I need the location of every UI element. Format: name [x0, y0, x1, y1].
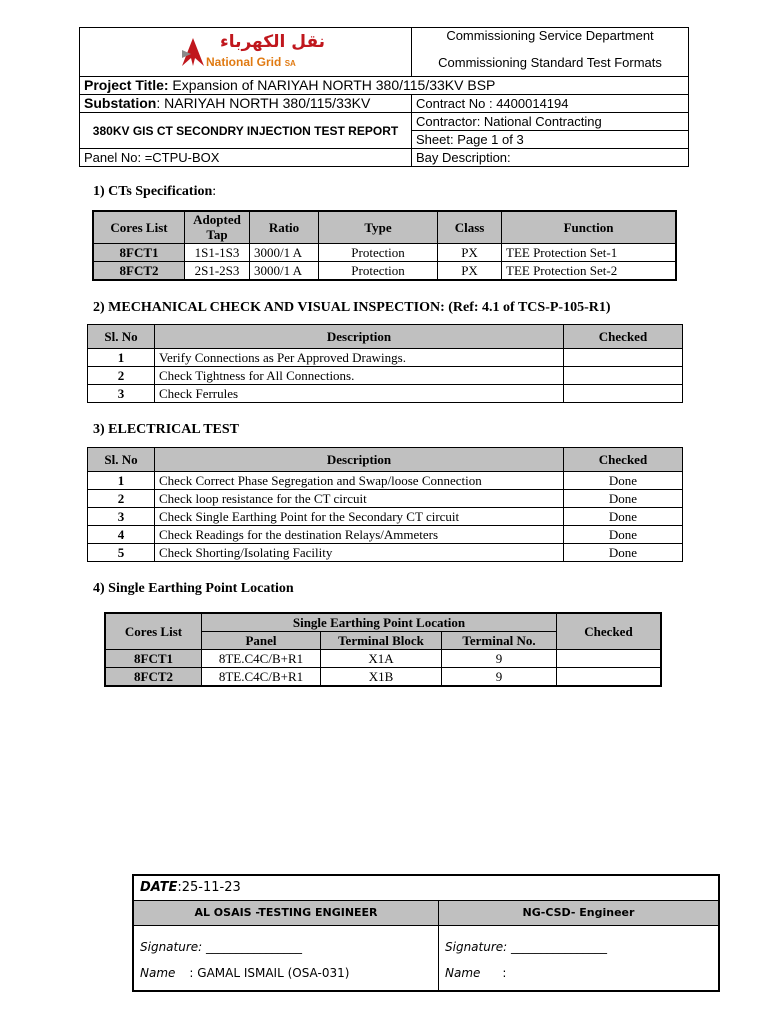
left-signature-cell: [133, 925, 439, 991]
department-name: Commissioning Service Department: [446, 28, 654, 43]
logo-sa-text: SA: [284, 59, 296, 68]
description: Check Tightness for All Connections.: [155, 367, 564, 385]
col-header-panel: Panel: [202, 632, 321, 650]
table-row: [93, 261, 676, 280]
date-label: DATE: [140, 880, 178, 896]
date-cell: [133, 875, 719, 900]
col-header-function: Function: [502, 211, 677, 243]
substation-value: : NARIYAH NORTH 380/115/33KV: [156, 95, 371, 111]
col-header-adopted-tap: Adopted Tap: [185, 211, 250, 243]
table-row: [88, 472, 683, 490]
sl-no: 3: [88, 385, 155, 403]
sl-no: 5: [88, 544, 155, 562]
logo-english-name: National Grid: [206, 55, 282, 69]
earthing-point-table: [104, 612, 662, 687]
sl-no: 3: [88, 508, 155, 526]
checked-cell[interactable]: [564, 385, 683, 403]
sl-no: 2: [88, 490, 155, 508]
substation-cell: [80, 95, 412, 113]
signature-block: [132, 874, 720, 992]
col-header-checked: Checked: [564, 325, 683, 349]
logo-english-text: [206, 54, 296, 72]
right-signature-cell: [439, 925, 720, 991]
description: Check Single Earthing Point for the Secondary CT circuit: [155, 508, 564, 526]
checked-cell[interactable]: Done: [564, 472, 683, 490]
checked-cell[interactable]: Done: [564, 490, 683, 508]
table-row: [105, 650, 661, 668]
panel: 8TE.C4C/B+R1: [202, 650, 321, 668]
sheet-number: Sheet: Page 1 of 3: [412, 131, 689, 149]
table-row: [88, 349, 683, 367]
signature-left-line[interactable]: Signature: ________________: [140, 939, 303, 954]
logo-arabic-text: نقل الكهرباء: [220, 32, 326, 52]
terminal-no: 9: [442, 650, 557, 668]
testing-engineer-header: AL OSAIS -TESTING ENGINEER: [133, 900, 439, 925]
adopted-tap: 2S1-2S3: [185, 261, 250, 280]
ratio: 3000/1 A: [250, 243, 319, 261]
type: Protection: [319, 261, 438, 280]
col-header-sl-no: Sl. No: [88, 325, 155, 349]
bay-description: Bay Description:: [412, 149, 689, 167]
description: Check loop resistance for the CT circuit: [155, 490, 564, 508]
section-1-title-text: 1) CTs Specification: [93, 184, 213, 199]
report-title: 380KV GIS CT SECONDRY INJECTION TEST REPORT: [80, 113, 412, 149]
col-header-checked: Checked: [564, 448, 683, 472]
contractor: Contractor: National Contracting: [412, 113, 689, 131]
name-left-value[interactable]: : GAMAL ISMAIL (OSA-031): [189, 965, 350, 980]
name-right-value[interactable]: :: [502, 965, 507, 980]
checked-cell[interactable]: [564, 367, 683, 385]
contract-no: Contract No : 4400014194: [412, 95, 689, 113]
function: TEE Protection Set-2: [502, 261, 677, 280]
name-left-label: Name: [140, 965, 176, 980]
table-row: [88, 367, 683, 385]
col-header-cores-list: Cores List: [105, 613, 202, 650]
substation-label: Substation: [84, 95, 157, 111]
col-header-cores-list: Cores List: [93, 211, 185, 243]
class: PX: [438, 261, 502, 280]
project-title-label: Project Title:: [84, 77, 169, 93]
core-name: 8FCT2: [93, 261, 185, 280]
date-value: :25-11-23: [177, 880, 241, 896]
checked-cell[interactable]: Done: [564, 526, 683, 544]
checked-cell[interactable]: [557, 668, 662, 687]
ratio: 3000/1 A: [250, 261, 319, 280]
core-name: 8FCT1: [105, 650, 202, 668]
function: TEE Protection Set-1: [502, 243, 677, 261]
description: Verify Connections as Per Approved Drawings.: [155, 349, 564, 367]
type: Protection: [319, 243, 438, 261]
description: Check Ferrules: [155, 385, 564, 403]
table-row: [88, 526, 683, 544]
terminal-no: 9: [442, 668, 557, 687]
section-3-title: 3) ELECTRICAL TEST: [93, 422, 240, 437]
section-2-title: 2) MECHANICAL CHECK AND VISUAL INSPECTION: (Ref: 4.1 of TCS-P-105-R1): [93, 300, 611, 315]
checked-cell[interactable]: [557, 650, 662, 668]
col-header-terminal-block: Terminal Block: [321, 632, 442, 650]
section-4-title: 4) Single Earthing Point Location: [93, 581, 294, 596]
national-grid-logo: [180, 32, 326, 74]
col-header-earthing-location: Single Earthing Point Location: [202, 613, 557, 632]
col-header-description: Description: [155, 448, 564, 472]
checked-cell[interactable]: Done: [564, 508, 683, 526]
section-1-title-colon: :: [212, 184, 217, 199]
col-header-ratio: Ratio: [250, 211, 319, 243]
electrical-test-table: [87, 447, 683, 562]
table-row: [93, 243, 676, 261]
table-row: [88, 490, 683, 508]
panel: 8TE.C4C/B+R1: [202, 668, 321, 687]
standard-formats: Commissioning Standard Test Formats: [438, 55, 662, 70]
col-header-description: Description: [155, 325, 564, 349]
name-right-label: Name: [445, 965, 481, 980]
description: Check Readings for the destination Relays/Ammeters: [155, 526, 564, 544]
table-row: [88, 544, 683, 562]
table-row: [88, 508, 683, 526]
col-header-checked: Checked: [557, 613, 662, 650]
col-header-sl-no: Sl. No: [88, 448, 155, 472]
logo-cell: [80, 28, 412, 77]
col-header-terminal-no: Terminal No.: [442, 632, 557, 650]
project-title-value: Expansion of NARIYAH NORTH 380/115/33KV BSP: [168, 77, 496, 93]
description: Check Shorting/Isolating Facility: [155, 544, 564, 562]
adopted-tap: 1S1-1S3: [185, 243, 250, 261]
project-title-row: [80, 77, 689, 95]
document-header: [79, 27, 689, 167]
section-1-title: [93, 184, 216, 200]
col-header-class: Class: [438, 211, 502, 243]
sl-no: 2: [88, 367, 155, 385]
table-row: [105, 668, 661, 687]
checked-cell[interactable]: Done: [564, 544, 683, 562]
department-cell: [412, 28, 689, 77]
terminal-block: X1B: [321, 668, 442, 687]
panel-no: Panel No: =CTPU-BOX: [80, 149, 412, 167]
sl-no: 4: [88, 526, 155, 544]
terminal-block: X1A: [321, 650, 442, 668]
core-name: 8FCT1: [93, 243, 185, 261]
logo-mark-icon: [180, 36, 206, 70]
description: Check Correct Phase Segregation and Swap/loose Connection: [155, 472, 564, 490]
table-row: [88, 385, 683, 403]
signature-right-line[interactable]: Signature: ________________: [445, 939, 608, 954]
checked-cell[interactable]: [564, 349, 683, 367]
mechanical-check-table: [87, 324, 683, 403]
sl-no: 1: [88, 472, 155, 490]
col-header-type: Type: [319, 211, 438, 243]
ct-specification-table: [92, 210, 677, 281]
core-name: 8FCT2: [105, 668, 202, 687]
ngcsd-engineer-header: NG-CSD- Engineer: [439, 900, 720, 925]
class: PX: [438, 243, 502, 261]
sl-no: 1: [88, 349, 155, 367]
